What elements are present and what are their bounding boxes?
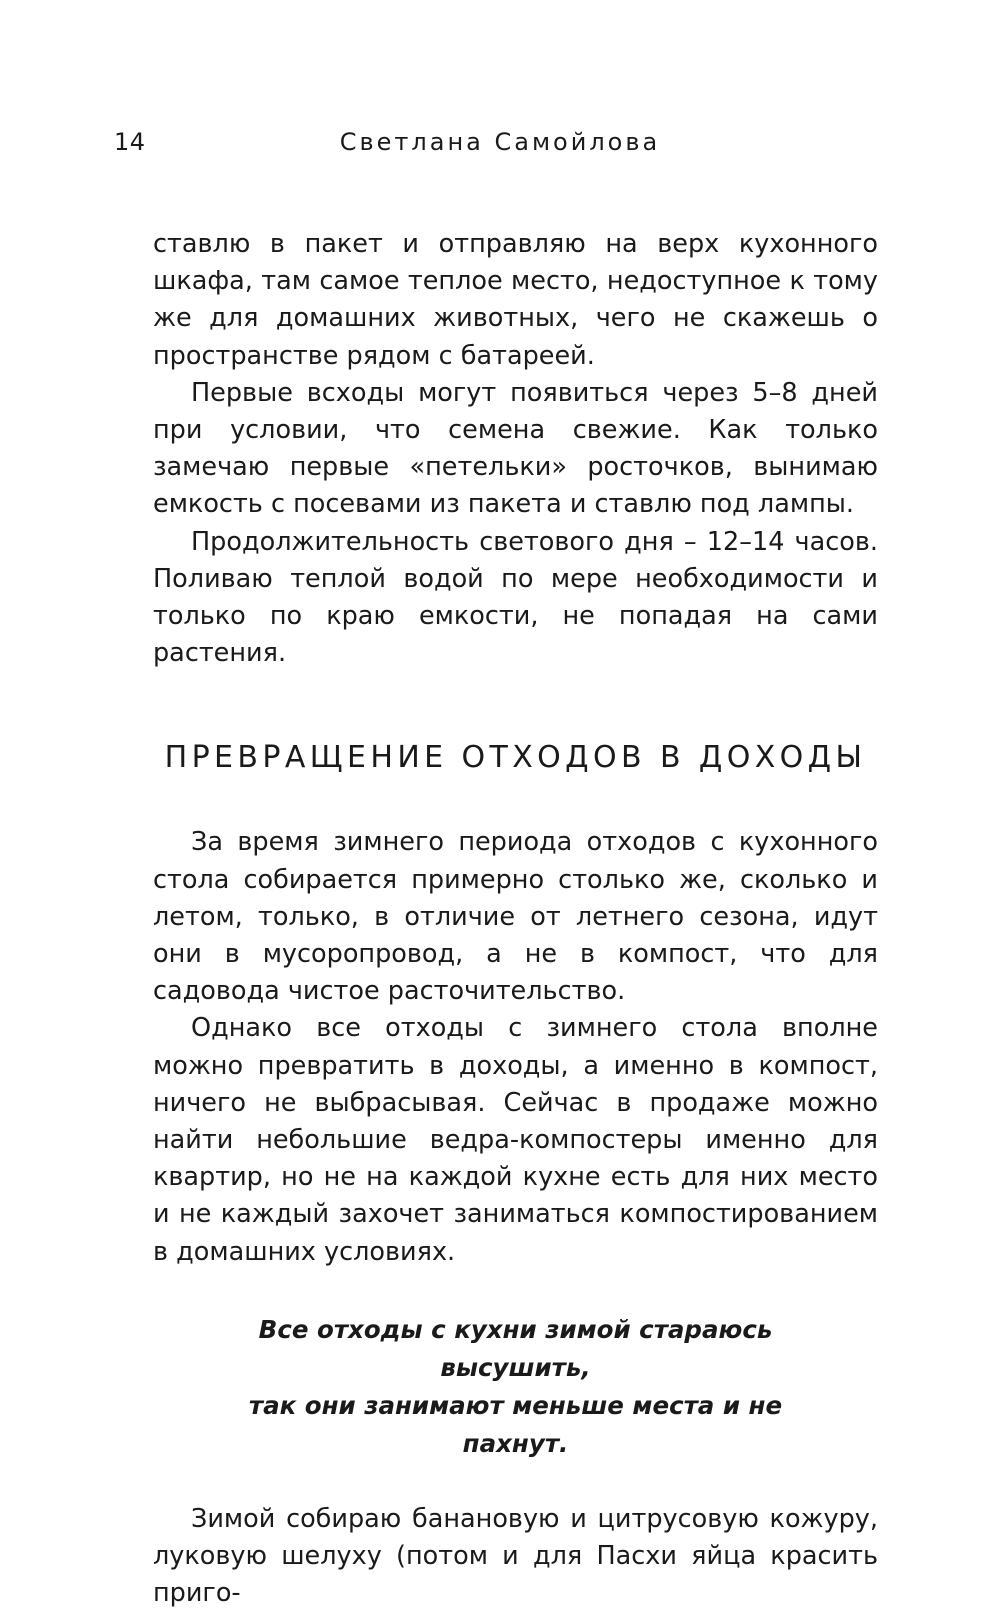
header-author: Светлана Самойлова — [339, 128, 661, 156]
section-heading: ПРЕВРАЩЕНИЕ ОТХОДОВ В ДОХОДЫ — [164, 740, 867, 776]
callout-quote — [153, 1311, 878, 1463]
paragraph-compost: Однако все отходы с зимнего стола вполне можно превратить в доходы, а именно в компост, ничего не выбрасывая. Сейчас в продаже можно найти небольшие ведра-компостеры именно для квартир, но не на каждой кухне есть для них место и не каждый захочет заниматься компостированием в домашних условиях. — [153, 1013, 878, 1267]
callout-line: Все отходы с кухни зимой стараюсь высушить, — [258, 1314, 773, 1382]
page-content — [153, 226, 878, 1612]
running-header — [0, 122, 1000, 162]
callout-line: так они занимают меньше места и не пахнут. — [248, 1390, 783, 1458]
paragraph-winter-waste: За время зимнего периода отходов с кухонного стола собирается примерно столько же, сколько и летом, только, в отличие от летнего сезона, идут они в мусоропровод, а не в компост, что для садовода чистое расточительство. — [153, 827, 878, 1007]
paragraph-daylight: Продолжительность светового дня – 12–14 часов. Поливаю теплой водой по мере необходимости и только по краю емкости, не попадая на сами растения. — [153, 526, 878, 669]
paragraph-first-sprouts: Первые всходы могут появиться через 5–8 дней при условии, что семена свежие. Как только замечаю первые «петельки» росточков, вынимаю емкость с посевами из пакета и ставлю под лампы. — [153, 377, 878, 520]
paragraph-continuation: ставлю в пакет и отправляю на верх кухонного шкафа, там самое теплое место, недоступное к тому же для домашних животных, чего не скажешь о пространстве рядом с батареей. — [153, 229, 878, 371]
page-number: 14 — [114, 128, 146, 156]
paragraph-closing: Зимой собираю банановую и цитрусовую кожуру, луковую шелуху (потом и для Пасхи яйца красить приго- — [153, 1503, 878, 1609]
